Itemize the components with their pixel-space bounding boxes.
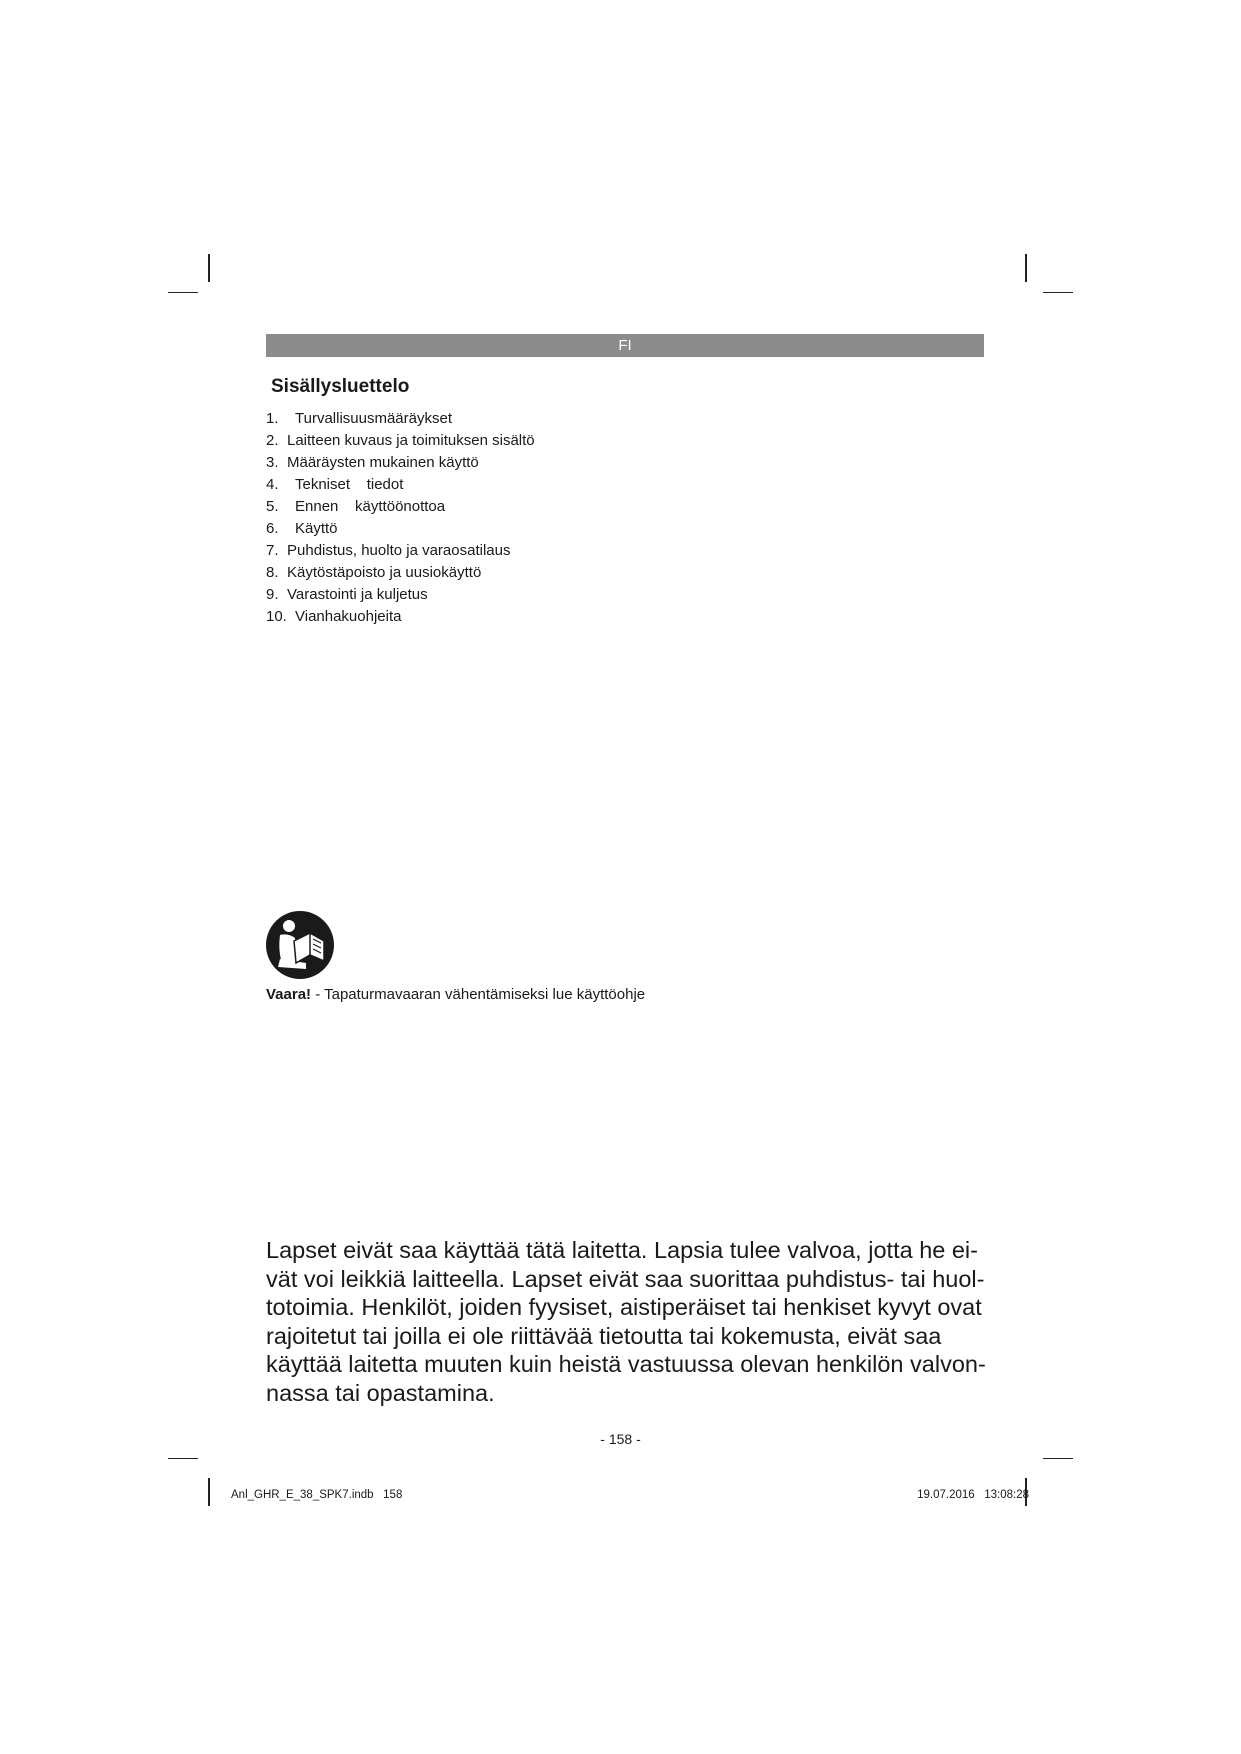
crop-mark — [208, 254, 210, 282]
toc-title: Sisällysluettelo — [271, 376, 410, 397]
crop-mark — [168, 292, 198, 293]
notice-line: käyttää laitetta muuten kuin heistä vastuussa olevan henkilön valvon- — [266, 1351, 986, 1377]
file-info: Anl_GHR_E_38_SPK7.indb 158 — [231, 1489, 403, 1501]
notice-line: vät voi leikkiä laitteella. Lapset eivät saa suorittaa puhdistus- tai huol- — [266, 1265, 985, 1292]
warning-message: - Tapaturmavaaran vähentämiseksi lue käyttöohje — [311, 986, 646, 1003]
crop-mark — [208, 1478, 210, 1506]
toc-item: 8. Käytöstäpoisto ja uusiokäyttö — [266, 564, 482, 581]
warning-text — [266, 986, 645, 1003]
crop-mark — [1043, 292, 1073, 293]
table-of-contents — [266, 408, 535, 628]
toc-item: 4. Tekniset tiedot — [266, 476, 404, 493]
notice-line: rajoitetut tai joilla ei ole riittävää tietoutta tai kokemusta, eivät saa — [266, 1322, 942, 1349]
notice-line: nassa tai opastamina. — [266, 1379, 495, 1406]
crop-mark — [1025, 254, 1027, 282]
language-header-bar — [266, 334, 984, 357]
toc-item: 9. Varastointi ja kuljetus — [266, 586, 428, 603]
toc-item: 10. Vianhakuohjeita — [266, 608, 402, 625]
crop-mark — [1043, 1458, 1073, 1459]
toc-item: 3. Määräysten mukainen käyttö — [266, 454, 479, 471]
children-notice — [266, 1236, 986, 1407]
toc-item: 6. Käyttö — [266, 520, 338, 537]
read-manual-icon — [266, 911, 334, 979]
toc-item: 1. Turvallisuusmääräykset — [266, 410, 452, 427]
warning-label: Vaara! — [266, 986, 312, 1003]
toc-item: 2. Laitteen kuvaus ja toimituksen sisältö — [266, 432, 535, 449]
print-timestamp: 19.07.2016 13:08:28 — [917, 1489, 1029, 1501]
page-number: - 158 - — [600, 1431, 641, 1447]
toc-item: 5. Ennen käyttöönottoa — [266, 498, 446, 515]
language-code: FI — [618, 337, 632, 354]
crop-mark — [168, 1458, 198, 1459]
notice-line: Lapset eivät saa käyttää tätä laitetta. Lapsia tulee valvoa, jotta he ei- — [266, 1237, 978, 1263]
toc-item: 7. Puhdistus, huolto ja varaosatilaus — [266, 542, 511, 559]
notice-line: totoimia. Henkilöt, joiden fyysiset, aistiperäiset tai henkiset kyvyt ovat — [266, 1294, 982, 1320]
